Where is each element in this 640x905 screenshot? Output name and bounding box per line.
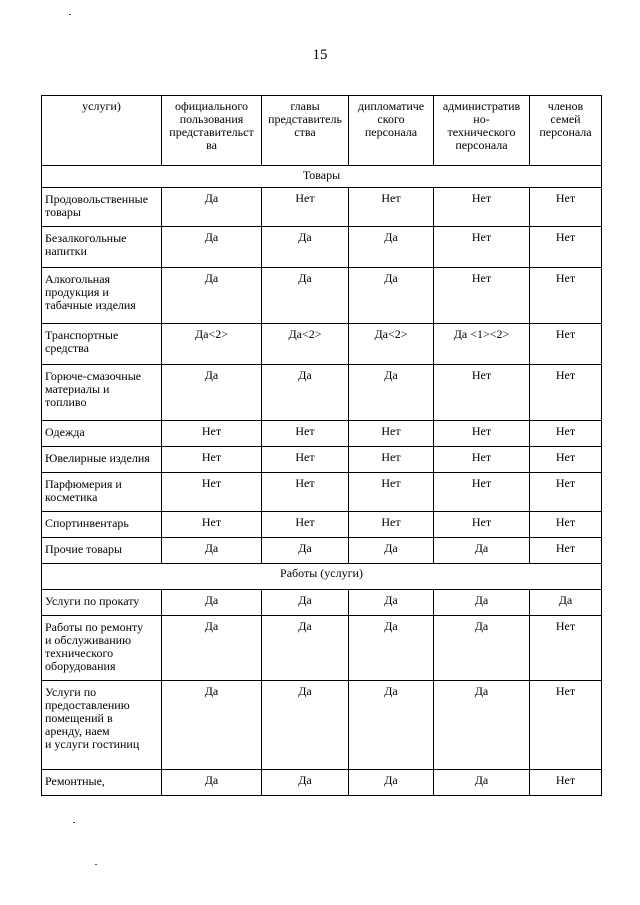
value-cell: Да: [162, 227, 262, 268]
value-cell: Да: [162, 681, 262, 770]
value-cell: Нет: [162, 447, 262, 473]
value-cell: Да: [162, 268, 262, 324]
cell-line: Услуги по: [45, 685, 97, 699]
cell-line: Парфюмерия и: [45, 477, 122, 491]
scan-speck: [69, 14, 71, 15]
value-cell: Нет: [434, 447, 530, 473]
value-cell: Да: [262, 268, 349, 324]
value-cell: Да: [162, 538, 262, 564]
page-number: 15: [312, 47, 328, 63]
row-label: [42, 365, 162, 421]
value-cell: Да: [434, 590, 530, 616]
cell-line: аренду, наем: [45, 724, 110, 738]
cell-line: но-: [473, 112, 490, 126]
row-label: [42, 188, 162, 227]
cell-line: и обслуживанию: [45, 633, 132, 647]
table-header: [42, 96, 602, 166]
value-cell: Нет: [530, 616, 602, 681]
value-cell: Да: [162, 616, 262, 681]
value-cell: Да: [434, 770, 530, 796]
cell-line: оборудования: [45, 659, 116, 673]
cell-line: официального: [175, 99, 248, 113]
cell-line: Услуги по прокату: [45, 594, 140, 608]
value-cell: Нет: [262, 447, 349, 473]
value-cell: Да: [349, 227, 434, 268]
table-row: [42, 227, 602, 268]
cell-line: Горюче-смазочные: [45, 369, 142, 383]
cell-line: Спортинвентарь: [45, 516, 129, 530]
value-cell: Да: [349, 268, 434, 324]
value-cell: Нет: [262, 512, 349, 538]
cell-line: и услуги гостиниц: [45, 737, 140, 751]
table-row: [42, 365, 602, 421]
section-title: Товары: [42, 166, 602, 188]
value-cell: Нет: [530, 681, 602, 770]
value-cell: Нет: [162, 421, 262, 447]
column-header: [434, 96, 530, 166]
value-cell: Нет: [434, 188, 530, 227]
cell-line: материалы и: [45, 382, 110, 396]
cell-line: Одежда: [45, 425, 85, 439]
value-cell: Нет: [434, 227, 530, 268]
value-cell: Да <1><2>: [434, 324, 530, 365]
value-cell: Нет: [530, 770, 602, 796]
table-row: [42, 268, 602, 324]
scan-speck: [95, 864, 97, 865]
value-cell: Нет: [530, 188, 602, 227]
table-row: [42, 681, 602, 770]
column-header: [530, 96, 602, 166]
cell-line: косметика: [45, 490, 98, 504]
scan-speck: [73, 822, 75, 823]
value-cell: Нет: [530, 421, 602, 447]
table-row: [42, 590, 602, 616]
value-cell: Да: [262, 770, 349, 796]
cell-line: ства: [294, 125, 316, 139]
cell-line: ского: [377, 112, 405, 126]
row-label: [42, 590, 162, 616]
value-cell: Да: [349, 590, 434, 616]
table-row: [42, 770, 602, 796]
section-row: [42, 166, 602, 188]
value-cell: Да: [262, 681, 349, 770]
value-cell: Нет: [530, 512, 602, 538]
value-cell: Да: [162, 590, 262, 616]
cell-line: помещений в: [45, 711, 113, 725]
cell-line: средства: [45, 341, 90, 355]
table-row: [42, 324, 602, 365]
value-cell: Нет: [349, 512, 434, 538]
cell-line: технического: [447, 125, 516, 139]
value-cell: Да<2>: [162, 324, 262, 365]
row-label: [42, 324, 162, 365]
table-row: [42, 188, 602, 227]
row-label: [42, 473, 162, 512]
value-cell: Нет: [349, 447, 434, 473]
value-cell: Да: [349, 616, 434, 681]
value-cell: Нет: [434, 365, 530, 421]
value-cell: Нет: [530, 324, 602, 365]
value-cell: Да: [262, 538, 349, 564]
column-header: [262, 96, 349, 166]
value-cell: Нет: [530, 538, 602, 564]
value-cell: Нет: [349, 421, 434, 447]
column-header: [162, 96, 262, 166]
cell-line: Транспортные: [45, 328, 119, 342]
row-label: [42, 268, 162, 324]
row-label: [42, 421, 162, 447]
cell-line: Ювелирные изделия: [45, 451, 150, 465]
table-row: [42, 447, 602, 473]
cell-line: главы: [290, 99, 320, 113]
table-row: [42, 538, 602, 564]
value-cell: Да: [434, 681, 530, 770]
cell-line: напитки: [45, 244, 87, 258]
value-cell: Да<2>: [262, 324, 349, 365]
cell-line: персонала: [455, 138, 508, 152]
cell-line: технического: [45, 646, 114, 660]
value-cell: Да: [262, 365, 349, 421]
row-label: [42, 681, 162, 770]
cell-line: Ремонтные,: [45, 774, 105, 788]
cell-line: продукция и: [45, 285, 109, 299]
cell-line: Безалкогольные: [45, 231, 127, 245]
value-cell: Нет: [434, 512, 530, 538]
value-cell: Нет: [530, 473, 602, 512]
cell-line: пользования: [179, 112, 244, 126]
column-header: [42, 96, 162, 166]
value-cell: Нет: [349, 473, 434, 512]
cell-line: услуги): [82, 99, 121, 113]
table-body: [42, 166, 602, 796]
value-cell: Да: [262, 616, 349, 681]
value-cell: Да: [349, 538, 434, 564]
value-cell: Да: [530, 590, 602, 616]
value-cell: Нет: [434, 421, 530, 447]
value-cell: Нет: [162, 473, 262, 512]
value-cell: Нет: [530, 268, 602, 324]
cell-line: Алкогольная: [45, 272, 111, 286]
value-cell: Да: [349, 681, 434, 770]
value-cell: Да: [162, 365, 262, 421]
value-cell: Нет: [434, 473, 530, 512]
value-cell: Нет: [530, 447, 602, 473]
cell-line: представительст: [169, 125, 254, 139]
row-label: [42, 616, 162, 681]
cell-line: табачные изделия: [45, 298, 136, 312]
value-cell: Да: [349, 770, 434, 796]
column-header: [349, 96, 434, 166]
row-label: [42, 227, 162, 268]
value-cell: Нет: [262, 473, 349, 512]
value-cell: Нет: [349, 188, 434, 227]
section-row: [42, 564, 602, 590]
row-label: [42, 770, 162, 796]
cell-line: персонала: [539, 125, 592, 139]
value-cell: Нет: [262, 188, 349, 227]
row-label: [42, 447, 162, 473]
header-row: [42, 96, 602, 166]
cell-line: представитель: [268, 112, 342, 126]
privileges-table: [41, 95, 602, 796]
row-label: [42, 538, 162, 564]
value-cell: Нет: [530, 365, 602, 421]
cell-line: Прочие товары: [45, 542, 123, 556]
cell-line: членов: [547, 99, 584, 113]
table-row: [42, 473, 602, 512]
value-cell: Да: [262, 227, 349, 268]
value-cell: Да: [434, 616, 530, 681]
value-cell: Да: [349, 365, 434, 421]
value-cell: Да<2>: [349, 324, 434, 365]
value-cell: Да: [262, 590, 349, 616]
cell-line: топливо: [45, 395, 87, 409]
cell-line: Работы по ремонту: [45, 620, 144, 634]
value-cell: Нет: [262, 421, 349, 447]
cell-line: Продовольственные: [45, 192, 149, 206]
row-label: [42, 512, 162, 538]
cell-line: товары: [45, 205, 81, 219]
cell-line: ва: [206, 138, 217, 152]
cell-line: предоставлению: [45, 698, 130, 712]
value-cell: Нет: [530, 227, 602, 268]
table-row: [42, 512, 602, 538]
value-cell: Нет: [434, 268, 530, 324]
value-cell: Нет: [162, 512, 262, 538]
table-row: [42, 421, 602, 447]
cell-line: семей: [550, 112, 581, 126]
value-cell: Да: [162, 188, 262, 227]
cell-line: административ: [442, 99, 521, 113]
value-cell: Да: [162, 770, 262, 796]
cell-line: персонала: [364, 125, 418, 139]
table-row: [42, 616, 602, 681]
value-cell: Да: [434, 538, 530, 564]
cell-line: дипломатиче: [357, 99, 425, 113]
section-title: Работы (услуги): [42, 564, 602, 590]
